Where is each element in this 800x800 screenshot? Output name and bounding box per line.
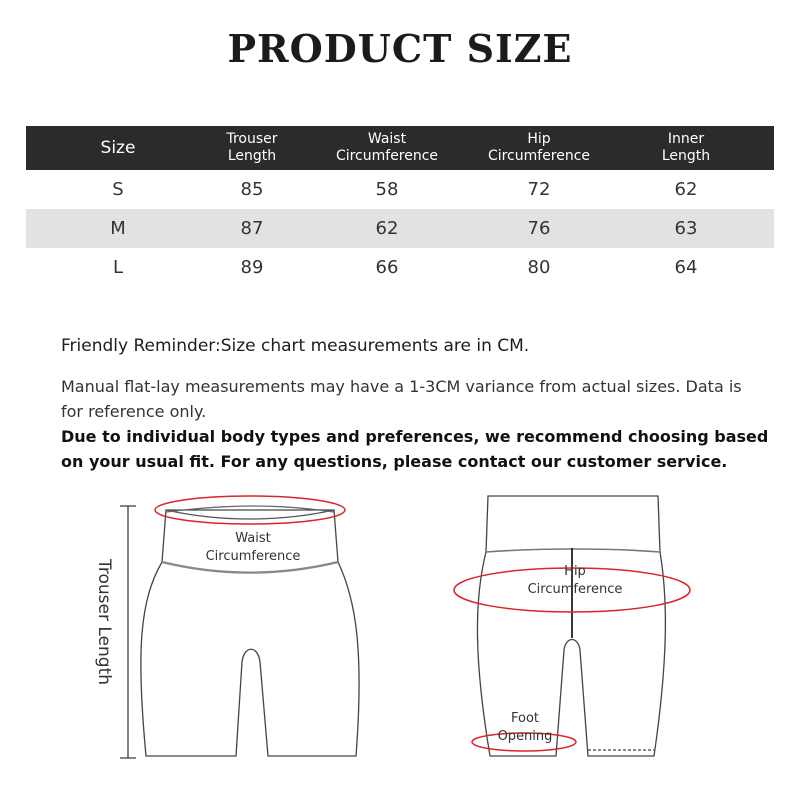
table-cell: 66 [375, 257, 399, 278]
measurement-diagrams [0, 480, 800, 800]
table-cell: 72 [527, 179, 551, 200]
table-cell: 62 [294, 209, 480, 248]
table-cell: S [112, 179, 124, 200]
table-cell: 80 [527, 257, 551, 278]
trouser-length-label: Trouser Length [94, 558, 114, 686]
table-cell: 76 [480, 209, 598, 248]
table-cell: 89 [240, 257, 264, 278]
header-trouser-length: Trouser Length [210, 126, 294, 170]
header-waist-circumference: Waist Circumference [294, 126, 480, 170]
table-cell: 58 [375, 179, 399, 200]
table-cell: 62 [674, 179, 698, 200]
header-inner-length: Inner Length [598, 126, 774, 170]
header-size: Size [26, 126, 210, 170]
header-hip-circumference: Hip Circumference [480, 126, 598, 170]
foot-opening-label: Foot Opening [497, 711, 553, 744]
table-cell: 87 [210, 209, 294, 248]
friendly-reminder: Friendly Reminder:Size chart measurements are in CM. [61, 336, 530, 356]
waist-circumference-label: Waist Circumference [205, 531, 301, 564]
table-cell: 63 [598, 209, 774, 248]
table-cell: 85 [240, 179, 264, 200]
table-row [26, 170, 774, 209]
table-row [26, 248, 774, 287]
table-cell: L [112, 257, 124, 278]
measurement-variance-note: Manual flat-lay measurements may have a 1-3CM variance from actual sizes. Data is for reference only. [61, 377, 742, 421]
size-chart-table [26, 126, 774, 287]
fit-advice: Due to individual body types and preferences, we recommend choosing based on your usual fit. For any questions, please contact our customer service. [61, 427, 769, 471]
table-row [26, 209, 774, 248]
page-title: PRODUCT SIZE [227, 26, 573, 71]
hip-circumference-label: Hip Circumference [527, 564, 623, 597]
table-header-row [26, 126, 774, 170]
trouser-length-measure-line [120, 506, 136, 758]
table-cell: M [26, 209, 210, 248]
table-cell: 64 [674, 257, 698, 278]
